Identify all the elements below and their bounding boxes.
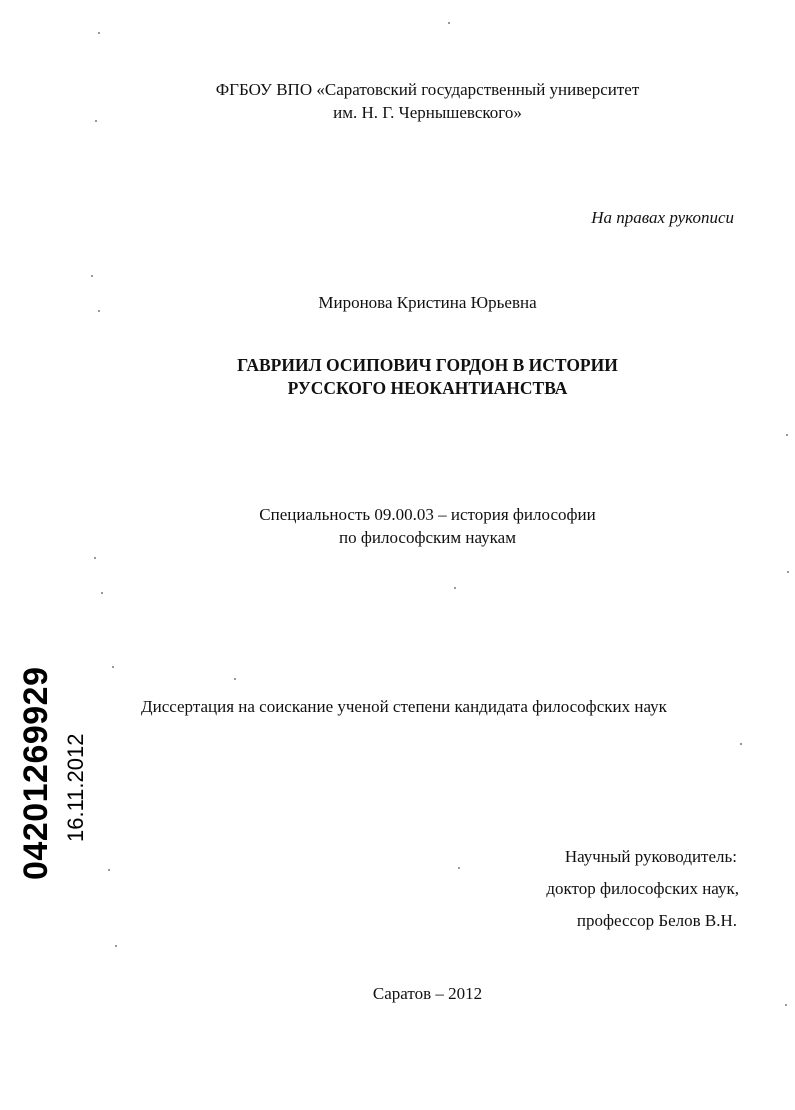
scan-speck <box>454 587 456 589</box>
scan-speck <box>112 666 114 668</box>
advisor-label: Научный руководитель: <box>564 847 737 866</box>
scan-speck <box>448 22 450 24</box>
library-stamp-date: 16.11.2012 <box>63 733 88 842</box>
scan-speck <box>95 120 97 122</box>
dissertation-statement: Диссертация на соискание ученой степени кандидата философских наук <box>141 697 667 716</box>
institution-line-1: ФГБОУ ВПО «Саратовский государственный университет <box>215 80 640 99</box>
advisor-degree: доктор философских наук, <box>546 879 739 898</box>
scan-speck <box>786 434 788 436</box>
dissertation-title-line-1: ГАВРИИЛ ОСИПОВИЧ ГОРДОН В ИСТОРИИ <box>237 355 618 375</box>
specialty-line-1: Специальность 09.00.03 – история философии <box>259 505 596 524</box>
scan-speck <box>94 557 96 559</box>
scan-speck <box>458 867 460 869</box>
scan-speck <box>98 310 100 312</box>
scan-speck <box>98 32 100 34</box>
scan-speck <box>785 1004 787 1006</box>
scan-speck <box>108 869 110 871</box>
scan-speck <box>91 275 93 277</box>
specialty-line-2: по философским наукам <box>339 528 516 547</box>
city-year: Саратов – 2012 <box>372 984 483 1003</box>
dissertation-title-line-2: РУССКОГО НЕОКАНТИАНСТВА <box>287 378 568 398</box>
scan-speck <box>234 678 236 680</box>
scan-speck <box>787 571 789 573</box>
library-stamp-id: 04201269929 <box>17 666 55 880</box>
rights-notice: На правах рукописи <box>591 208 734 227</box>
scan-speck <box>101 592 103 594</box>
author-name: Миронова Кристина Юрьевна <box>318 293 537 312</box>
advisor-name: профессор Белов В.Н. <box>576 911 737 930</box>
institution-line-2: им. Н. Г. Чернышевского» <box>333 103 522 122</box>
scan-speck <box>740 743 742 745</box>
scan-speck <box>115 945 117 947</box>
